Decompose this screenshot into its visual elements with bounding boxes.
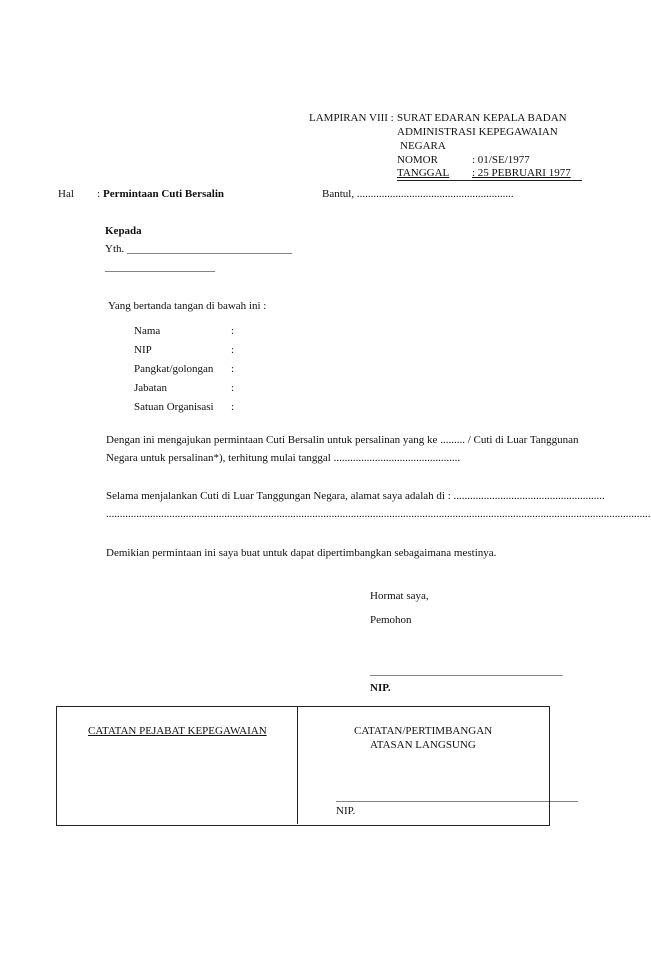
signature-nip: NIP. xyxy=(370,682,391,694)
field-jabatan-label: Jabatan xyxy=(134,382,167,394)
field-pangkat-colon: : xyxy=(231,363,235,375)
field-pangkat-label: Pangkat/golongan xyxy=(134,363,214,375)
pemohon-text: Pemohon xyxy=(370,614,412,626)
field-nama-label: Nama xyxy=(134,325,161,337)
intro-text: Yang bertanda tangan di bawah ini : xyxy=(108,300,267,312)
hormat-text: Hormat saya, xyxy=(370,590,429,602)
field-jabatan-colon: : xyxy=(231,382,235,394)
paragraph-1-line-2: Negara untuk persalinan*), terhitung mulai tanggal .............................................. xyxy=(106,452,461,464)
left-notes-title: CATATAN PEJABAT KEPEGAWAIAN xyxy=(88,725,267,737)
lampiran-label: LAMPIRAN VIII : xyxy=(309,112,394,124)
address-line: ____________________ xyxy=(105,261,215,273)
paragraph-2-line-2: ...................................................................................................................................................................................................... xyxy=(106,508,651,520)
field-satuan-colon: : xyxy=(231,401,235,413)
hal-value: Permintaan Cuti Bersalin xyxy=(103,188,224,200)
tanggal-label: TANGGAL xyxy=(397,167,450,179)
place-date: Bantul, ......................................................... xyxy=(322,188,514,200)
kepada-label: Kepada xyxy=(105,225,142,237)
field-nama-colon: : xyxy=(231,325,235,337)
header-line-3: NEGARA xyxy=(400,140,446,152)
right-notes-nip: NIP. xyxy=(336,805,356,817)
nomor-label: NOMOR xyxy=(397,154,438,166)
signature-line: ___________________________________ xyxy=(370,665,563,677)
closing-text: Demikian permintaan ini saya buat untuk dapat dipertimbangkan sebagaimana mestinya. xyxy=(106,547,497,559)
header-line-1: SURAT EDARAN KEPALA BADAN xyxy=(397,112,567,124)
field-satuan-label: Satuan Organisasi xyxy=(134,401,214,413)
hal-label: Hal xyxy=(58,188,74,200)
tanggal-underline xyxy=(397,180,582,181)
tanggal-value: : 25 PEBRUARI 1977 xyxy=(472,167,571,179)
hal-colon: : xyxy=(97,188,101,200)
right-notes-line: ____________________________________________ xyxy=(336,791,578,803)
field-nip-colon: : xyxy=(231,344,235,356)
paragraph-2-line-1: Selama menjalankan Cuti di Luar Tanggungan Negara, alamat saya adalah di : ....................................................... xyxy=(106,490,605,502)
right-notes-title-line-1: CATATAN/PERTIMBANGAN xyxy=(354,725,493,737)
right-notes-title-line-2: ATASAN LANGSUNG xyxy=(370,739,476,751)
yth-line: Yth. ______________________________ xyxy=(105,243,292,255)
paragraph-1-line-1: Dengan ini mengajukan permintaan Cuti Bersalin untuk persalinan yang ke ......... / Cuti di Luar Tanggunan xyxy=(106,434,579,446)
header-line-2: ADMINISTRASI KEPEGAWAIAN xyxy=(397,126,558,138)
nomor-value: : 01/SE/1977 xyxy=(472,154,530,166)
notes-table xyxy=(56,706,550,826)
notes-table-divider xyxy=(297,706,298,824)
field-nip-label: NIP xyxy=(134,344,152,356)
